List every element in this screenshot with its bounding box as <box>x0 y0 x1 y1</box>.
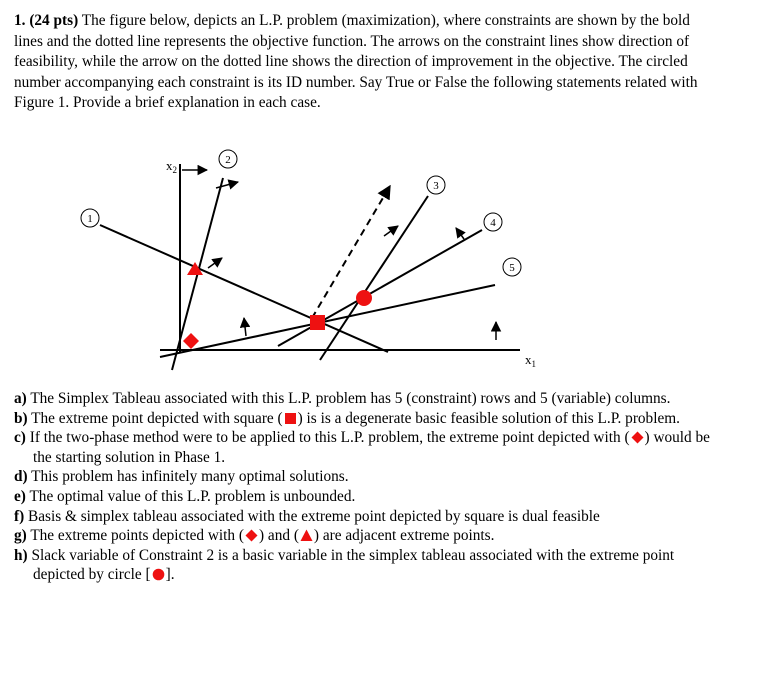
statement-text-cont: ) would be the starting solution in Phase 1. <box>33 429 710 466</box>
constraint-line-5 <box>160 285 495 357</box>
constraint-id-4: 4 <box>490 217 496 229</box>
diamond-symbol-icon <box>245 529 258 542</box>
statement-text: The extreme point depicted with square ( <box>31 409 283 427</box>
constraint-1b-arrow <box>244 318 246 336</box>
statement-text-cont2: ) are adjacent extreme points. <box>313 527 495 545</box>
constraint-2-arrow <box>216 182 238 188</box>
statement-text: Slack variable of Constraint 2 is a basic variable in the simplex tableau associated with the extreme point depicted by circle [ <box>31 546 675 584</box>
diamond-marker <box>183 333 199 349</box>
constraint-3-arrow <box>384 226 398 236</box>
y-axis-label: $x_2$ <box>166 158 177 175</box>
statement-label: d) <box>14 468 28 486</box>
statement-text: Basis & simplex tableau associated with the extreme point depicted by square is dual feasible <box>28 507 600 525</box>
x-axis-subscript: 1 <box>531 359 536 369</box>
statement-c <box>14 428 714 467</box>
circle-symbol-icon <box>152 568 165 581</box>
question-text <box>14 11 714 114</box>
statement-label: g) <box>14 527 27 545</box>
statement-text: If the two-phase method were to be applied to this L.P. problem, the extreme point depicted with ( <box>29 429 630 447</box>
square-marker <box>310 315 325 330</box>
question-points: (24 pts) <box>29 12 79 29</box>
objective-line <box>312 186 390 318</box>
statement-label: e) <box>14 487 26 505</box>
statement-a <box>14 389 714 409</box>
statement-text-cont: ) and ( <box>258 527 299 545</box>
statement-e <box>14 487 714 507</box>
constraint-id-3: 3 <box>433 180 439 192</box>
statement-text-cont: ) is is a degenerate basic feasible solution of this L.P. problem. <box>297 409 680 427</box>
question-number: 1. <box>14 12 26 29</box>
constraint-id-2: 2 <box>225 154 231 166</box>
statement-text: The extreme points depicted with ( <box>30 527 244 545</box>
constraint-line-4 <box>278 230 482 346</box>
statement-text: The optimal value of this L.P. problem is unbounded. <box>29 487 356 505</box>
constraint-1-arrow <box>208 258 222 268</box>
lp-figure <box>0 140 766 390</box>
statement-list <box>14 389 714 585</box>
constraint-id-1: 1 <box>87 213 93 225</box>
statement-b <box>14 409 714 429</box>
statement-label: a) <box>14 390 27 407</box>
statement-label: b) <box>14 409 28 427</box>
statement-label: c) <box>14 429 26 447</box>
square-symbol-icon <box>284 412 297 425</box>
question-body: The figure below, depicts an L.P. problem (maximization), where constraints are shown by the bold lines and the dotted line represents the objective function. The arrows on the constraint lines show direction of feasibility, while the arrow on the dotted line shows the direction of improvement in the objective. The circled number accompanying each constraint is its ID number. Say True or False the following statements related with Figure 1. Provide a brief explanation in each case. <box>14 12 698 112</box>
x-axis-label: $x_1$ <box>525 352 536 369</box>
constraint-line-1 <box>100 225 388 352</box>
statement-d <box>14 467 714 487</box>
diamond-symbol-icon <box>631 431 644 444</box>
triangle-symbol-icon <box>300 529 313 542</box>
statement-g <box>14 526 714 546</box>
statement-h <box>14 546 714 585</box>
statement-text-cont: ]. <box>165 566 175 584</box>
statement-text: The Simplex Tableau associated with this L.P. problem has 5 (constraint) rows and 5 (variable) columns. <box>30 390 671 407</box>
y-axis-subscript: 2 <box>172 165 177 175</box>
statement-f <box>14 507 714 527</box>
statement-label: f) <box>14 507 25 525</box>
constraint-id-5: 5 <box>509 262 515 274</box>
constraint-4-arrow <box>456 228 464 239</box>
constraint-line-3 <box>320 196 428 360</box>
statement-label: h) <box>14 546 28 564</box>
statement-text: This problem has infinitely many optimal solutions. <box>31 468 349 486</box>
circle-marker <box>356 290 372 306</box>
